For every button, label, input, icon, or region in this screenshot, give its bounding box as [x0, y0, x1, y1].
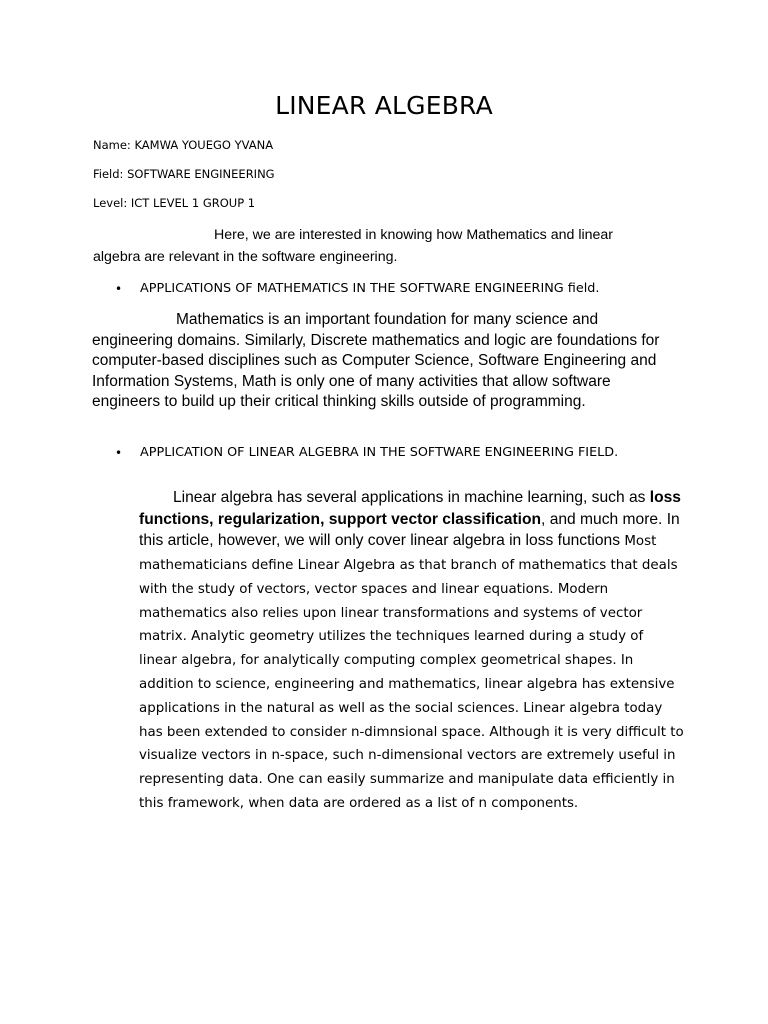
mathematics-paragraph: Mathematics is an important foundation for many science and engineering domains. Similarly, Discrete mathematics and logic are foundations for computer-based disciplines such as Computer Science, Software Engineering and Information Systems, Math is only one of many activities that allow software engineers to build up their critical thinking skills outside of programming.	[92, 311, 660, 410]
bullet-icon: •	[115, 446, 123, 460]
linear-algebra-paragraph	[139, 487, 684, 816]
section-heading-linear-algebra	[115, 442, 685, 488]
name-line: Name: KAMWA YOUEGO YVANA	[93, 138, 274, 152]
la-para-rest: Most mathematicians define Linear Algebra as that branch of mathematics that deals with the study of vectors, vector spaces and linear equations. Modern mathematics also relies upon linear transformations and systems of vector matrix. Analytic geometry utilizes the techniques learned during a study of linear algebra, for analytically computing complex geometrical shapes. In addition to science, engineering and mathematics, linear algebra has extensive applications in the natural as well as the social sciences. Linear algebra today has been extended to consider n-dimnsional space. Although it is very difficult to visualize vectors in n-space, such n-dimensional vectors are extremely useful in representing data. One can easily summarize and manipulate data efficiently in this framework, when data are ordered as a list of n components.	[139, 534, 684, 811]
la-para-bold-terms: loss functions, regularization, support vector classification	[139, 489, 681, 528]
level-line: Level: ICT LEVEL 1 GROUP 1	[93, 196, 256, 210]
page-title: LINEAR ALGEBRA	[275, 91, 493, 120]
la-para-start: Linear algebra has several applications in machine learning, such as	[173, 489, 650, 506]
intro-paragraph: Here, we are interested in knowing how Mathematics and linear algebra are relevant in the software engineering.	[93, 227, 614, 265]
la-para-mid: , and much more. In this article, however, we will only cover linear algebra in loss functions	[139, 510, 680, 550]
section-heading-math	[115, 278, 685, 302]
bullet-icon: •	[115, 282, 123, 296]
section-heading-math-text: APPLICATIONS OF MATHEMATICS IN THE SOFTWARE ENGINEERING field.	[140, 281, 600, 296]
field-line: Field: SOFTWARE ENGINEERING	[93, 167, 275, 181]
section-heading-linear-algebra-text: APPLICATION OF LINEAR ALGEBRA IN THE SOFTWARE ENGINEERING FIELD.	[140, 445, 619, 460]
